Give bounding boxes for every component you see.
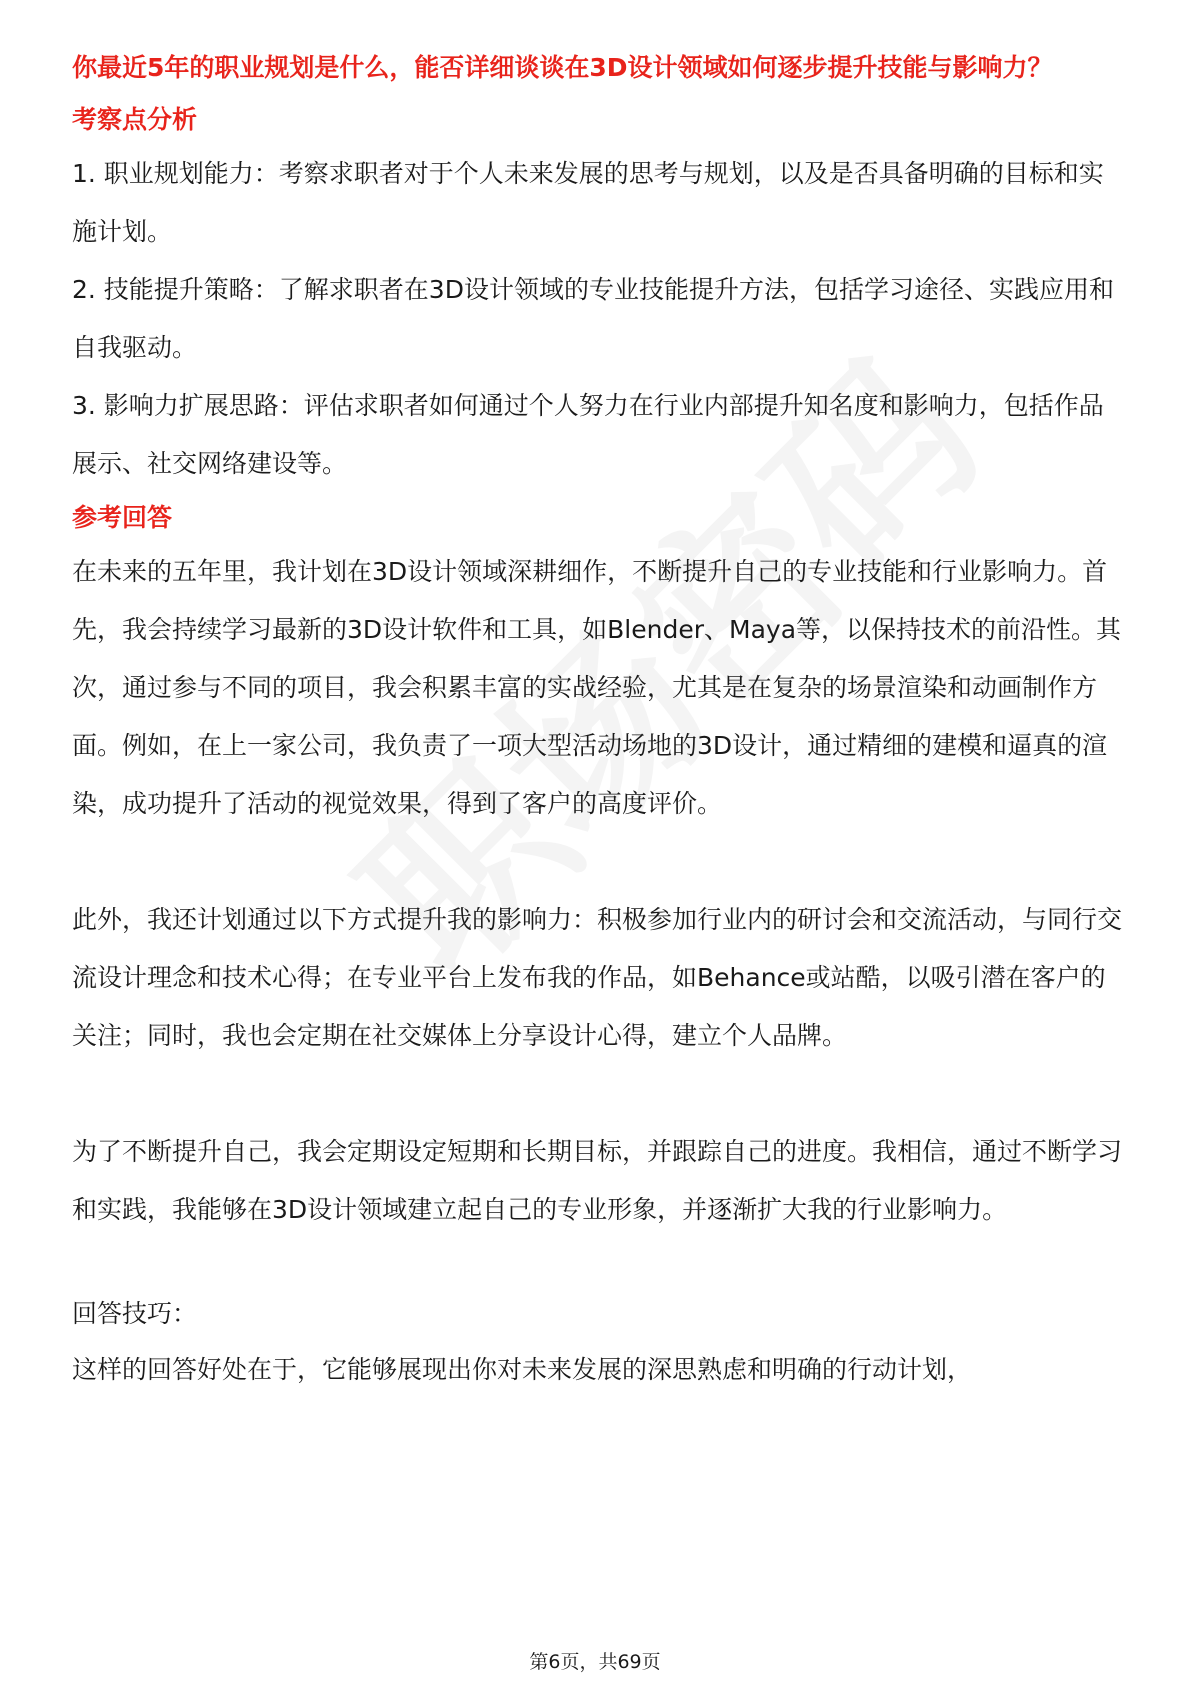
tips-text: 这样的回答好处在于，它能够展现出你对未来发展的深思熟虑和明确的行动计划， [72, 1355, 973, 1384]
analysis-title: 考察点分析 [72, 105, 198, 134]
tips-label: 回答技巧： [72, 1299, 198, 1328]
page-number: 第6页，共69页 [529, 1651, 661, 1673]
answer-paragraph: 此外，我还计划通过以下方式提升我的影响力：积极参加行业内的研讨会和交流活动，与同行交流设计理念和技术心得；在专业平台上发布我的作品，如Behance或站酷，以吸引潜在客户的关注；同时，我也会定期在社交媒体上分享设计心得，建立个人品牌。 [72, 905, 1123, 1050]
answer-title: 参考回答 [72, 503, 173, 532]
analysis-item: 1. 职业规划能力：考察求职者对于个人未来发展的思考与规划，以及是否具备明确的目标和实施计划。 [72, 159, 1104, 246]
answer-paragraph: 在未来的五年里，我计划在3D设计领域深耕细作，不断提升自己的专业技能和行业影响力。首先，我会持续学习最新的3D设计软件和工具，如Blender、Maya等，以保持技术的前沿性。其次，通过参与不同的项目，我会积累丰富的实战经验，尤其是在复杂的场景渲染和动画制作方面。例如，在上一家公司，我负责了一项大型活动场地的3D设计，通过精细的建模和逼真的渲染，成功提升了活动的视觉效果，得到了客户的高度评价。 [72, 557, 1122, 818]
analysis-item: 3. 影响力扩展思路：评估求职者如何通过个人努力在行业内部提升知名度和影响力，包括作品展示、社交网络建设等。 [72, 391, 1104, 478]
answer-paragraph: 为了不断提升自己，我会定期设定短期和长期目标，并跟踪自己的进度。我相信，通过不断学习和实践，我能够在3D设计领域建立起自己的专业形象，并逐渐扩大我的行业影响力。 [72, 1137, 1123, 1224]
analysis-item: 2. 技能提升策略：了解求职者在3D设计领域的专业技能提升方法，包括学习途径、实践应用和自我驱动。 [72, 275, 1114, 362]
question-heading: 你最近5年的职业规划是什么，能否详细谈谈在3D设计领域如何逐步提升技能与影响力？ [72, 53, 1053, 82]
content [72, 50, 1122, 1399]
